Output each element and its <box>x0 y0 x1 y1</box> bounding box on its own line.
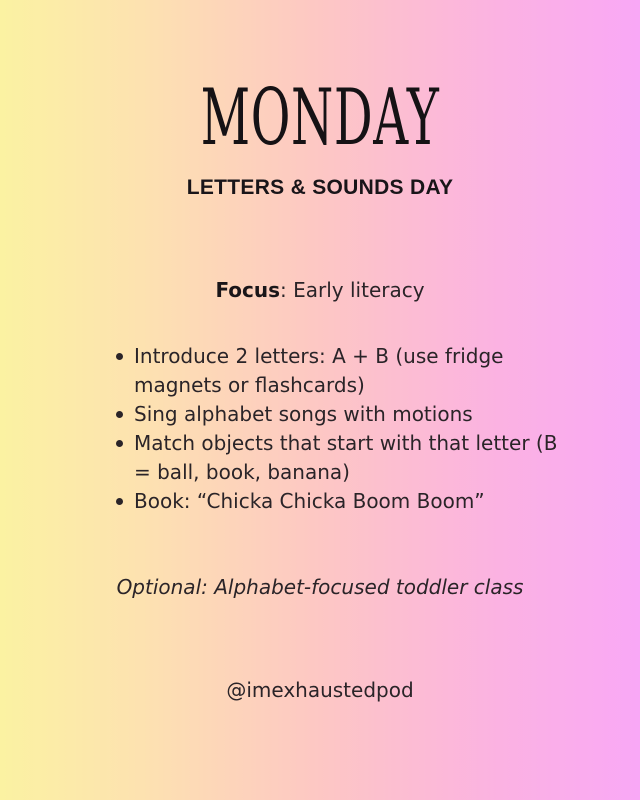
list-item-text: Introduce 2 letters: A + B (use fridge magnets or flashcards) <box>134 344 504 397</box>
list-item-text: Match objects that start with that letter (B = ball, book, banana) <box>134 431 558 484</box>
day-title: MONDAY <box>200 73 440 163</box>
activity-list <box>114 342 574 516</box>
list-item <box>114 400 574 429</box>
bullet-icon <box>116 440 123 447</box>
bullet-icon <box>116 498 123 505</box>
focus-label: Focus <box>215 278 281 302</box>
list-item-text: Book: “Chicka Chicka Boom Boom” <box>134 489 485 513</box>
optional-note: Optional: Alphabet-focused toddler class <box>116 575 524 599</box>
social-handle: @imexhaustedpod <box>226 678 414 702</box>
list-item <box>114 342 574 400</box>
bullet-icon <box>116 353 123 360</box>
theme-subtitle: LETTERS & SOUNDS DAY <box>186 176 454 199</box>
focus-line <box>0 276 640 304</box>
list-item <box>114 487 574 516</box>
bullet-icon <box>116 411 123 418</box>
focus-text: : Early literacy <box>280 278 425 302</box>
list-item <box>114 429 574 487</box>
list-item-text: Sing alphabet songs with motions <box>134 402 473 426</box>
